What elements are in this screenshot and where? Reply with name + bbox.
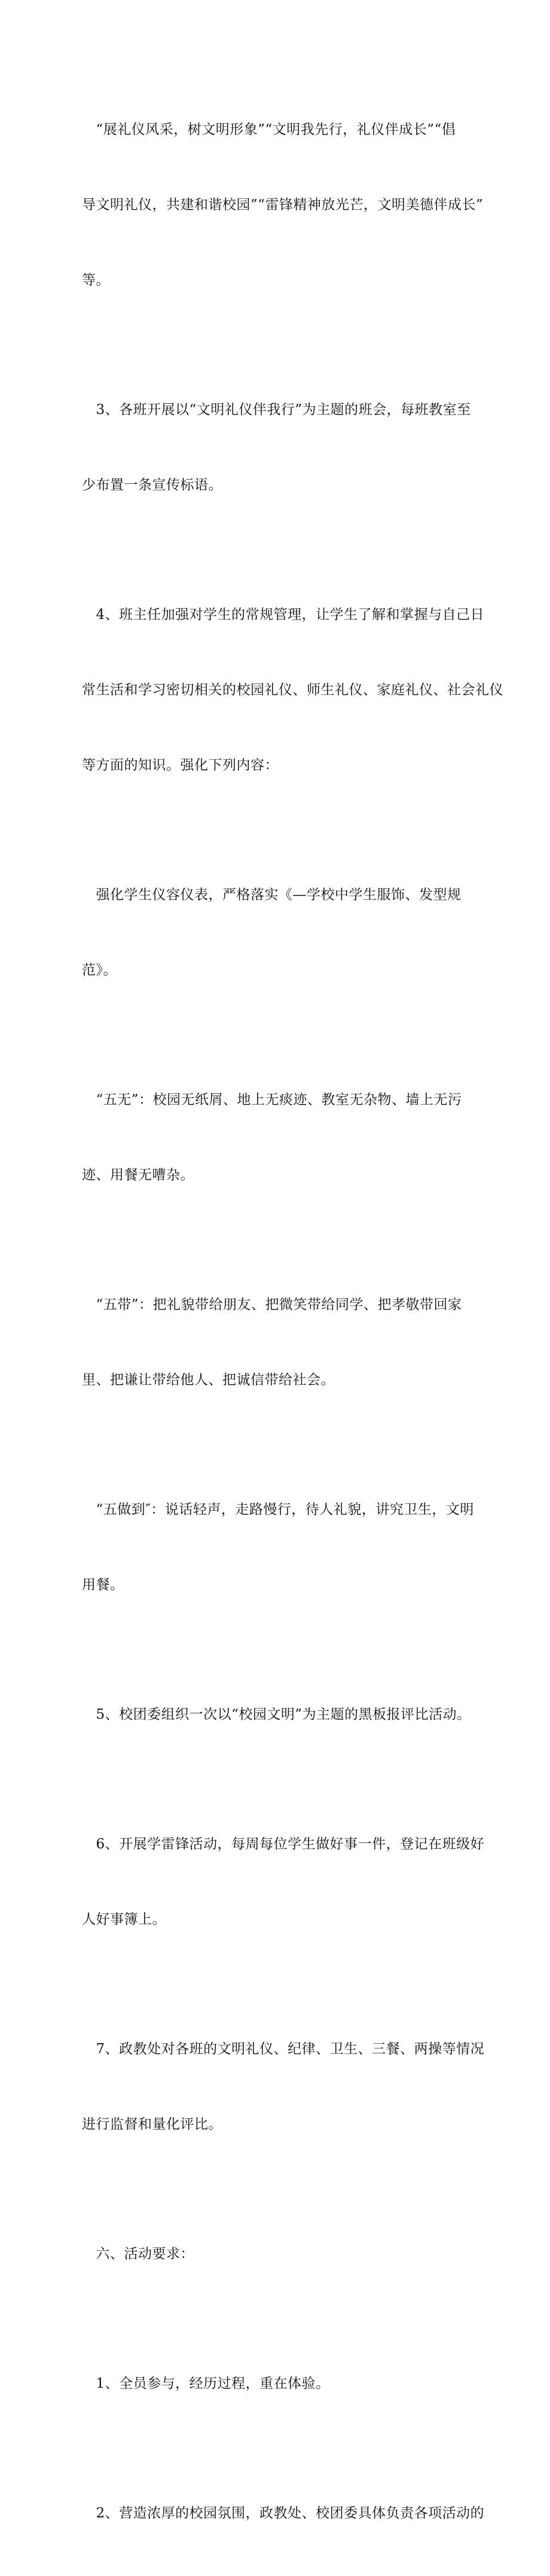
paragraph-slogans bbox=[82, 67, 484, 343]
paragraph-item-7 bbox=[82, 1986, 485, 2187]
paragraph-five-nos bbox=[82, 1037, 476, 1238]
paragraph-five-dos bbox=[82, 1447, 476, 1648]
text-line: 迹、用餐无嘈杂。 bbox=[82, 1167, 194, 1183]
paragraph-item-5 bbox=[82, 1652, 476, 1777]
paragraph-item-3 bbox=[82, 347, 476, 548]
text-line: 等。 bbox=[82, 272, 110, 288]
paragraph-item-6 bbox=[82, 1781, 485, 1982]
text-line: 范》。 bbox=[82, 962, 117, 978]
text-line: 6、开展学雷锋活动，每周每位学生做好事一件，登记在班级好 bbox=[82, 1836, 485, 1852]
text-line: 少布置一条宣传标语。 bbox=[82, 477, 222, 493]
paragraph-requirement-2 bbox=[82, 2451, 485, 2576]
text-line: 4、班主任加强对学生的常规管理，让学生了解和掌握与自己日 bbox=[82, 607, 485, 622]
paragraph-requirement-1 bbox=[82, 2321, 476, 2446]
text-line: “展礼仪风采，树文明形象”“文明我先行，礼仪伴成长”“倡 bbox=[82, 122, 456, 137]
text-line: 用餐。 bbox=[82, 1577, 124, 1593]
text-line: 人好事簿上。 bbox=[82, 1912, 166, 1927]
text-line: 导文明礼仪，共建和谐校园”“雷锋精神放光芒，文明美德伴成长” bbox=[82, 197, 484, 213]
text-line: 进行监督和量化评比。 bbox=[82, 2117, 222, 2132]
text-line: “五带”：把礼貌带给朋友、把微笑带给同学、把孝敬带回家 bbox=[82, 1297, 462, 1312]
text-line: 7、政教处对各班的文明礼仪、纪律、卫生、三餐、两操等情况 bbox=[82, 2041, 485, 2057]
paragraph-appearance bbox=[82, 832, 476, 1033]
text-line: 2、营造浓厚的校园氛围，政教处、校团委具体负责各项活动的 bbox=[82, 2506, 485, 2521]
paragraph-five-brings bbox=[82, 1242, 476, 1443]
text-line: 1、全员参与，经历过程，重在体验。 bbox=[82, 2376, 330, 2391]
text-line: “五无”：校园无纸屑、地上无痰迹、教室无杂物、墙上无污 bbox=[82, 1092, 462, 1108]
paragraph-item-4 bbox=[82, 552, 503, 828]
text-line: 等方面的知识。强化下列内容： bbox=[82, 758, 279, 773]
section-heading-requirements bbox=[82, 2191, 476, 2317]
text-line: 强化学生仪容仪表，严格落实《—学校中学生服饰、发型规 bbox=[82, 887, 462, 903]
text-line: 5、校团委组织一次以“校园文明”为主题的黑板报评比活动。 bbox=[82, 1707, 471, 1722]
document-body bbox=[82, 67, 503, 2576]
text-line: 常生活和学习密切相关的校园礼仪、师生礼仪、家庭礼仪、社会礼仪 bbox=[82, 682, 503, 698]
text-line: 六、活动要求： bbox=[82, 2246, 194, 2262]
text-line: 3、各班开展以“文明礼仪伴我行”为主题的班会，每班教室至 bbox=[82, 402, 471, 418]
text-line: 里、把谦让带给他人、把诚信带给社会。 bbox=[82, 1372, 335, 1388]
text-line: “五做到″：说话轻声，走路慢行，待人礼貌，讲究卫生，文明 bbox=[82, 1502, 474, 1517]
